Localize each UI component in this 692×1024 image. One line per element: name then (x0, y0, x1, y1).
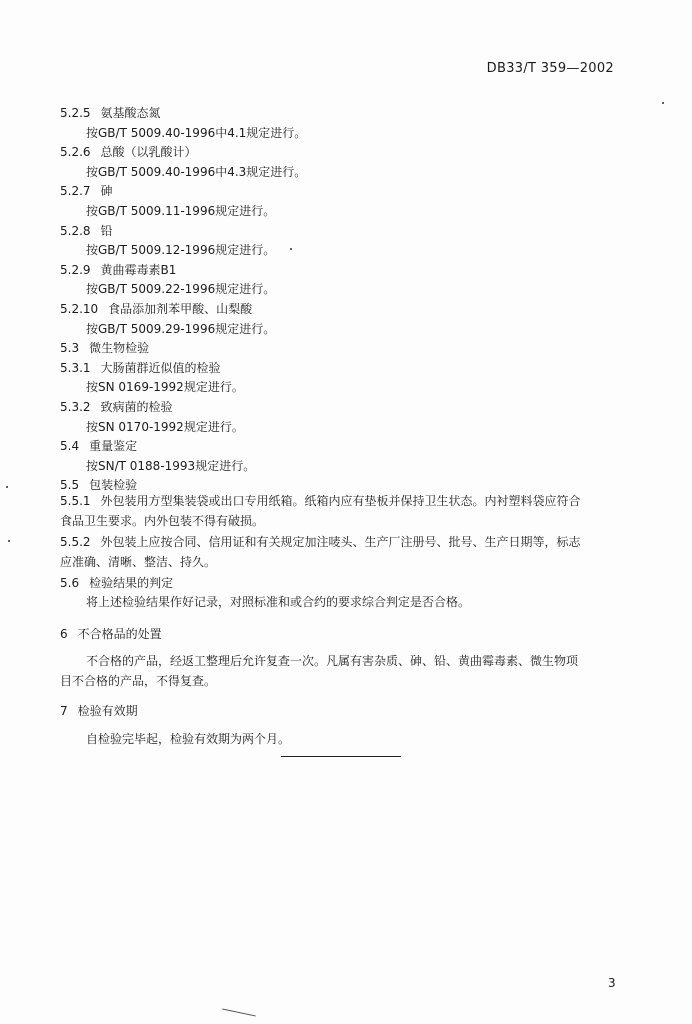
scan-speck (6, 486, 8, 488)
clause-title: 总酸（以乳酸计） (100, 145, 197, 159)
clause-number: 5.2.9 (60, 263, 91, 277)
clause-number: 5.3.2 (60, 400, 91, 414)
clause-number: 5.5.2 (60, 535, 91, 549)
clause-title: 重量鉴定 (89, 439, 138, 453)
section-number: 7 (60, 704, 68, 718)
clause-number: 5.5.1 (60, 494, 91, 508)
clause-number: 5.2.6 (60, 145, 91, 159)
clause-5-5-2-line1 (60, 535, 581, 549)
clause-heading (60, 478, 137, 492)
clause-title: 氨基酸态氮 (100, 106, 161, 120)
scan-speck (290, 248, 292, 250)
section-7-heading (60, 704, 138, 718)
section-6-line1: 不合格的产品，经返工整理后允许复查一次。凡属有害杂质、砷、铅、黄曲霉毒素、微生物项 (86, 654, 579, 668)
clause-heading (60, 400, 173, 414)
clause-number: 5.3.1 (60, 361, 91, 375)
section-7-text: 自检验完毕起，检验有效期为两个月。 (86, 732, 291, 746)
clause-number: 5.2.5 (60, 106, 91, 120)
section-title: 不合格品的处置 (77, 627, 162, 641)
clause-heading (60, 302, 252, 316)
clause-text: 按SN 0169-1992规定进行。 (86, 380, 244, 394)
clause-number: 5.3 (60, 341, 80, 355)
clause-text: 外包装用方型集装袋或出口专用纸箱。纸箱内应有垫板并保持卫生状态。内衬塑料袋应符合 (100, 494, 581, 508)
clause-number: 5.4 (60, 439, 80, 453)
clause-title: 检验结果的判定 (89, 576, 174, 590)
clause-text: 按GB/T 5009.12-1996规定进行。 (86, 243, 276, 257)
scan-mark (222, 1008, 255, 1016)
clause-title: 微生物检验 (89, 341, 150, 355)
clause-title: 砷 (100, 184, 113, 198)
clause-number: 5.6 (60, 576, 80, 590)
clause-text: 按GB/T 5009.40-1996中4.3规定进行。 (86, 165, 307, 179)
clause-title: 铅 (100, 224, 113, 238)
clause-heading (60, 341, 149, 355)
section-number: 6 (60, 627, 68, 641)
clause-text: 外包装上应按合同、信用证和有关规定加注唛头、生产厂注册号、批号、生产日期等，标志 (100, 535, 581, 549)
page-number: 3 (608, 976, 616, 990)
clause-title: 食品添加剂苯甲酸、山梨酸 (108, 302, 253, 316)
clause-text: 按SN/T 0188-1993规定进行。 (86, 459, 256, 473)
clause-heading (60, 145, 197, 159)
clause-heading (60, 106, 161, 120)
clause-text: 按GB/T 5009.11-1996规定进行。 (86, 204, 276, 218)
section-6-line2: 目不合格的产品，不得复查。 (60, 674, 217, 688)
clause-5-5-1-line2: 食品卫生要求。内外包装不得有破损。 (60, 514, 265, 528)
clause-number: 5.2.10 (60, 302, 99, 316)
doc-code-header: DB33/T 359—2002 (486, 61, 614, 76)
clause-title: 大肠菌群近似值的检验 (100, 361, 221, 375)
clause-title: 黄曲霉毒素B1 (100, 263, 177, 277)
clause-5-5-2-line2: 应准确、清晰、整洁、持久。 (60, 555, 217, 569)
clause-number: 5.2.8 (60, 224, 91, 238)
clause-heading (60, 361, 221, 375)
clause-heading (60, 224, 113, 238)
clause-text: 按GB/T 5009.22-1996规定进行。 (86, 282, 276, 296)
clause-heading (60, 184, 113, 198)
section-6-heading (60, 627, 162, 641)
scan-speck (662, 102, 664, 104)
clause-text: 按SN 0170-1992规定进行。 (86, 420, 244, 434)
clause-5-6-text: 将上述检验结果作好记录，对照标准和或合约的要求综合判定是否合格。 (86, 595, 471, 609)
clause-text: 按GB/T 5009.29-1996规定进行。 (86, 322, 276, 336)
clause-heading (60, 263, 176, 277)
section-title: 检验有效期 (77, 704, 138, 718)
clause-5-5-1-line1 (60, 494, 581, 508)
clause-text: 按GB/T 5009.40-1996中4.1规定进行。 (86, 126, 307, 140)
clause-number: 5.2.7 (60, 184, 91, 198)
clause-title: 包装检验 (89, 478, 138, 492)
clause-5-6-heading (60, 576, 173, 590)
clause-title: 致病菌的检验 (100, 400, 173, 414)
scan-speck (8, 540, 10, 542)
clause-heading (60, 439, 137, 453)
end-rule (281, 756, 401, 757)
clause-number: 5.5 (60, 478, 80, 492)
